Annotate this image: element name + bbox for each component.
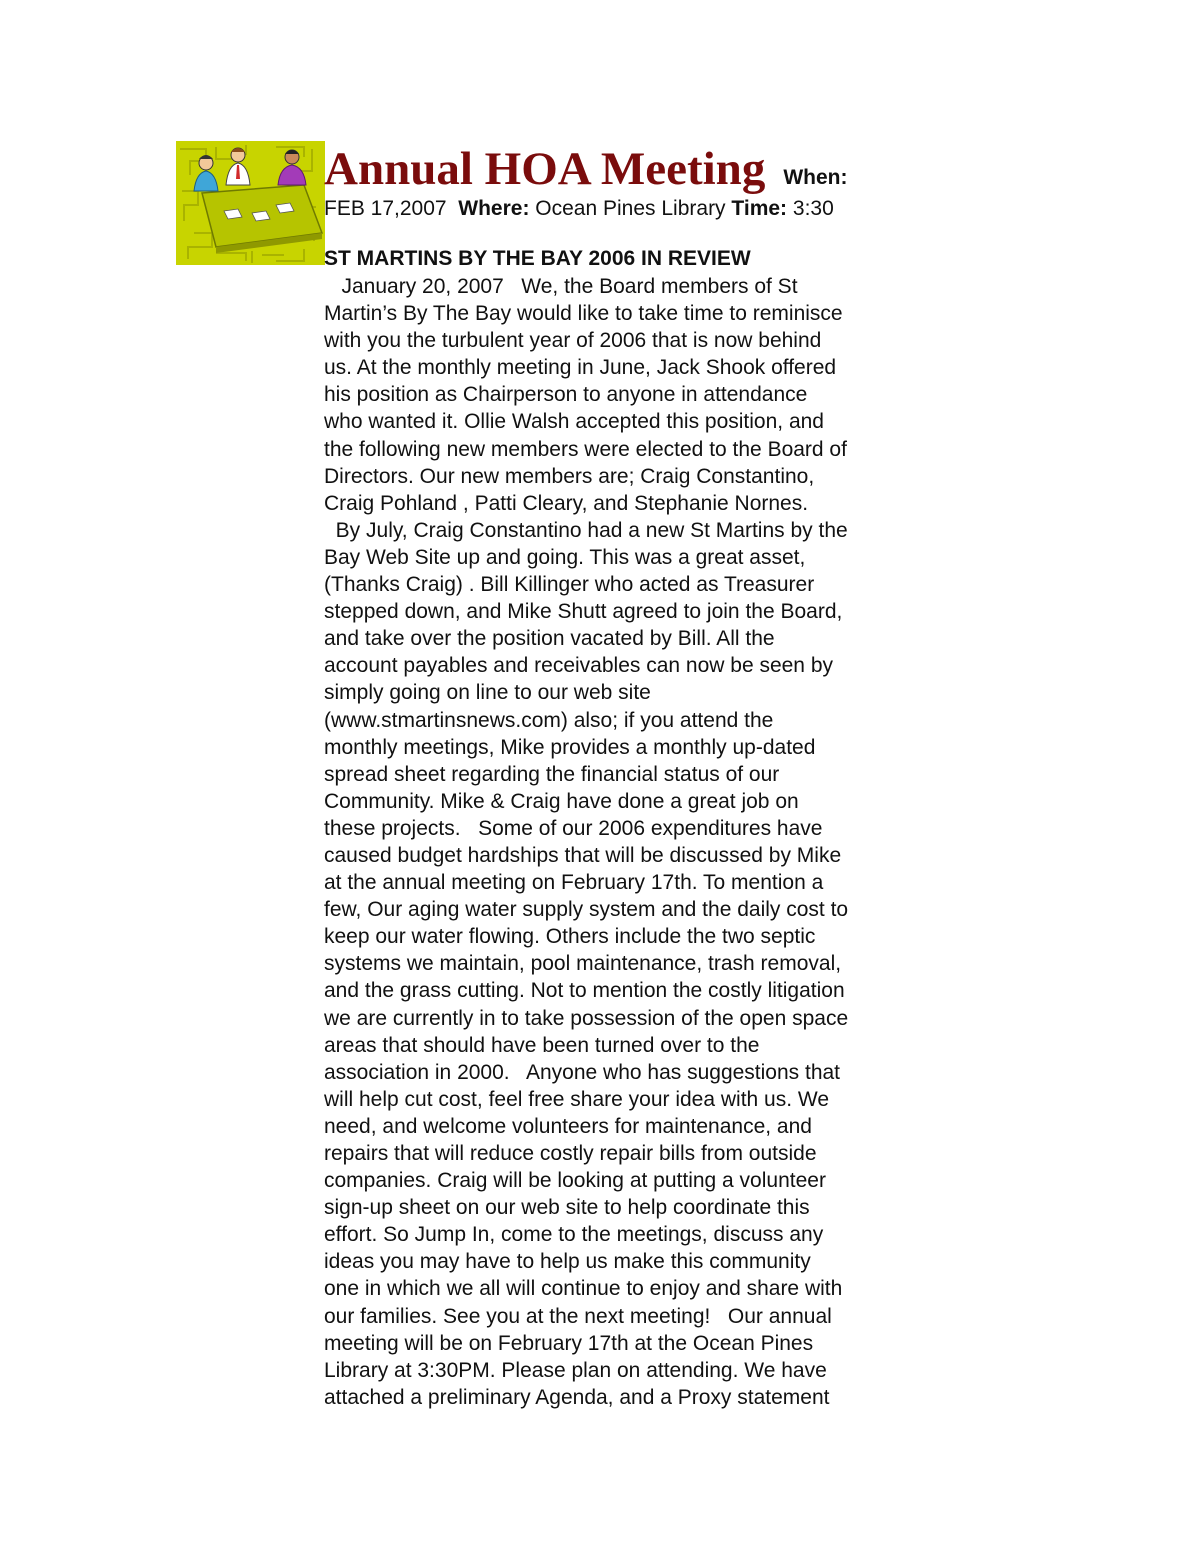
body-line: and take over the position vacated by Bill. All the: [324, 627, 775, 651]
body-line: (Thanks Craig) . Bill Killinger who acted as Treasurer: [324, 573, 815, 597]
body-line: Martin’s By The Bay would like to take time to reminisce: [324, 302, 843, 326]
body-line: spread sheet regarding the financial status of our: [324, 762, 780, 786]
body-line: these projects. Some of our 2006 expenditures have: [324, 816, 823, 840]
body-line: with you the turbulent year of 2006 that is now behind: [324, 329, 822, 353]
body-line: monthly meetings, Mike provides a monthly up-dated: [324, 735, 816, 759]
body-line: simply going on line to our web site: [324, 681, 651, 705]
body-line: we are currently in to take possession of the open space: [324, 1006, 849, 1030]
body-line: sign-up sheet on our web site to help coordinate this: [324, 1196, 810, 1220]
body-line: the following new members were elected to the Board of: [324, 437, 847, 461]
meeting-clipart-icon: [176, 141, 325, 265]
body-line: Directors. Our new members are; Craig Constantino,: [324, 464, 815, 488]
body-line: keep our water flowing. Others include the two septic: [324, 925, 816, 949]
body-line: association in 2000. Anyone who has suggestions that: [324, 1060, 841, 1084]
body-line: his position as Chairperson to anyone in attendance: [324, 383, 808, 407]
body-line: our families. See you at the next meeting! Our annual: [324, 1304, 832, 1328]
where-label: Where:: [458, 197, 530, 220]
title-line: [324, 142, 847, 196]
body-line: who wanted it. Ollie Walsh accepted this position, and: [324, 410, 824, 434]
meeting-info: [324, 197, 834, 221]
body-line: January 20, 2007 We, the Board members of St: [324, 275, 798, 298]
body-line: ideas you may have to help us make this community: [324, 1250, 811, 1274]
body-line: need, and welcome volunteers for maintenance, and: [324, 1114, 812, 1138]
body-line: few, Our aging water supply system and the daily cost to: [324, 898, 849, 922]
time-label: Time:: [731, 197, 788, 220]
article-heading: ST MARTINS BY THE BAY 2006 IN REVIEW: [324, 247, 751, 270]
body-line: stepped down, and Mike Shutt agreed to join the Board,: [324, 600, 843, 624]
body-line: account payables and receivables can now be seen by: [324, 654, 834, 678]
when-label: When:: [783, 166, 848, 189]
page-title: Annual HOA Meeting: [324, 143, 766, 195]
body-line: meeting will be on February 17th at the Ocean Pines: [324, 1331, 814, 1355]
time-value: 3:30: [792, 197, 834, 220]
body-line: at the annual meeting on February 17th. To mention a: [324, 871, 824, 895]
article-body: [324, 273, 924, 1411]
body-line: repairs that will reduce costly repair bills from outside: [324, 1142, 817, 1165]
body-line: Community. Mike & Craig have done a great job on: [324, 789, 799, 813]
body-line: caused budget hardships that will be discussed by Mike: [324, 843, 842, 867]
body-line: companies. Craig will be looking at putting a volunteer: [324, 1169, 826, 1193]
body-line: effort. So Jump In, come to the meetings, discuss any: [324, 1223, 824, 1247]
body-line: and the grass cutting. Not to mention the costly litigation: [324, 979, 845, 1003]
body-line: attached a preliminary Agenda, and a Proxy statement: [324, 1385, 830, 1409]
body-line: By July, Craig Constantino had a new St Martins by the: [324, 518, 848, 542]
body-line: Library at 3:30PM. Please plan on attending. We have: [324, 1358, 827, 1382]
body-line: one in which we all will continue to enjoy and share with: [324, 1277, 843, 1301]
body-line: areas that should have been turned over to the: [324, 1033, 760, 1057]
body-line: us. At the monthly meeting in June, Jack Shook offered: [324, 356, 837, 380]
when-value: FEB 17,2007: [324, 197, 447, 220]
body-line: systems we maintain, pool maintenance, trash removal,: [324, 952, 842, 976]
body-line: will help cut cost, feel free share your idea with us. We: [324, 1087, 830, 1111]
body-line: Craig Pohland , Patti Cleary, and Stephanie Nornes.: [324, 491, 809, 515]
where-value: Ocean Pines Library: [535, 197, 726, 220]
body-line: (www.stmartinsnews.com) also; if you attend the: [324, 708, 774, 732]
body-line: Bay Web Site up and going. This was a great asset,: [324, 545, 806, 569]
